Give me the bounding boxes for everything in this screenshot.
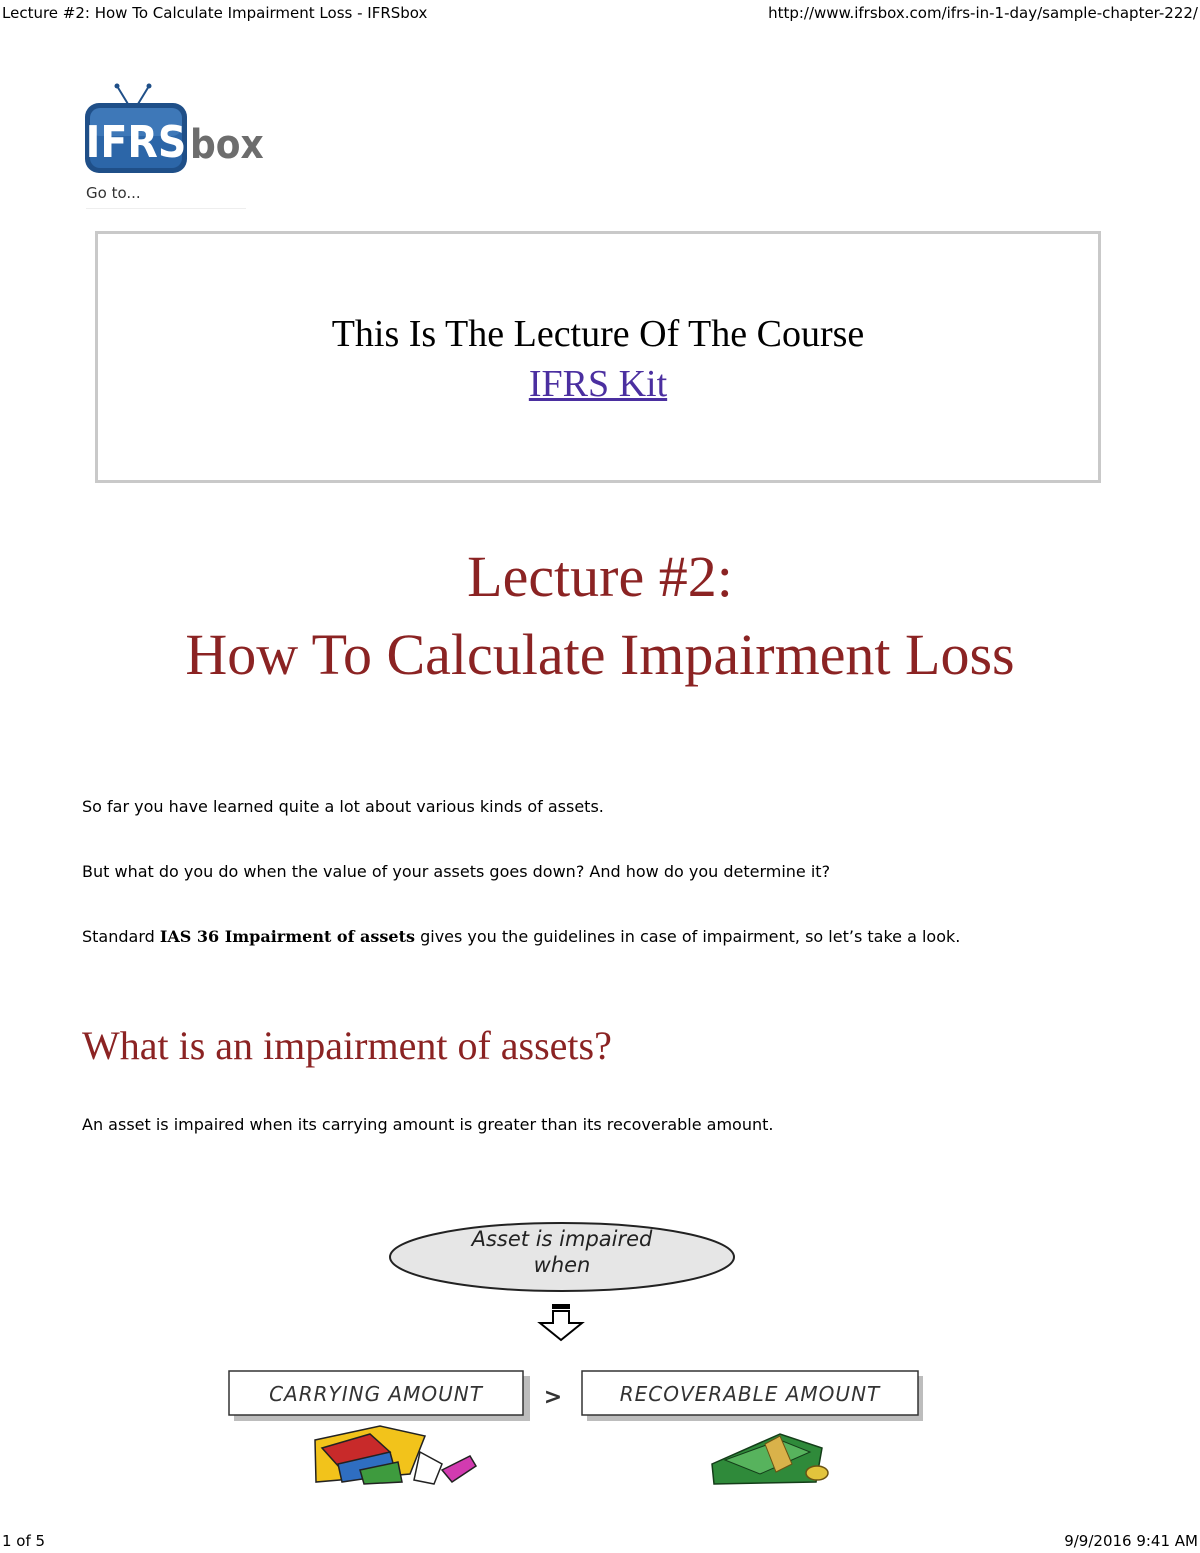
title-line-2: How To Calculate Impairment Loss (185, 622, 1015, 687)
print-header-url: http://www.ifrsbox.com/ifrs-in-1-day/sample-chapter-222/ (768, 4, 1198, 22)
recoverable-amount-label: RECOVERABLE AMOUNT (619, 1382, 881, 1406)
section-paragraph: An asset is impaired when its carrying amount is greater than its recoverable amount. (82, 1115, 774, 1134)
course-banner-text: This Is The Lecture Of The Course (331, 313, 865, 355)
print-header-title: Lecture #2: How To Calculate Impairment Loss - IFRSbox (2, 4, 428, 22)
greater-than-symbol: > (543, 1385, 563, 1410)
standard-name: IAS 36 Impairment of assets (159, 927, 415, 946)
tv-logo-icon (83, 82, 264, 177)
intro-paragraph-2: But what do you do when the value of your assets goes down? And how do you determine it? (82, 862, 831, 881)
intro-p3-text-a: Standard (82, 927, 160, 946)
course-link[interactable]: IFRS Kit (528, 363, 668, 405)
books-icon (315, 1426, 476, 1484)
impairment-diagram (220, 1212, 930, 1484)
logo-text-suffix: box (190, 122, 264, 168)
section-heading: What is an impairment of assets? (82, 1023, 612, 1068)
print-footer-date: 9/9/2016 9:41 AM (1064, 1532, 1198, 1550)
down-arrow-icon (540, 1304, 582, 1340)
bubble-line-1: Asset is impaired (471, 1227, 653, 1251)
print-footer-page: 1 of 5 (2, 1532, 46, 1550)
bubble-line-2: when (533, 1253, 591, 1277)
money-stack-icon (712, 1434, 828, 1484)
logo-text-main: IFRS (85, 117, 187, 168)
title-line-1: Lecture #2: (467, 544, 733, 609)
intro-p3-text-b: gives you the guidelines in case of impairment, so let’s take a look. (415, 927, 961, 946)
goto-menu[interactable]: Go to... (86, 184, 246, 209)
carrying-amount-label: CARRYING AMOUNT (269, 1382, 483, 1406)
intro-paragraph-3 (82, 927, 960, 946)
course-banner (95, 231, 1101, 483)
intro-paragraph-1: So far you have learned quite a lot about various kinds of assets. (82, 797, 604, 816)
page-title (0, 538, 1200, 694)
site-logo[interactable] (83, 82, 264, 177)
